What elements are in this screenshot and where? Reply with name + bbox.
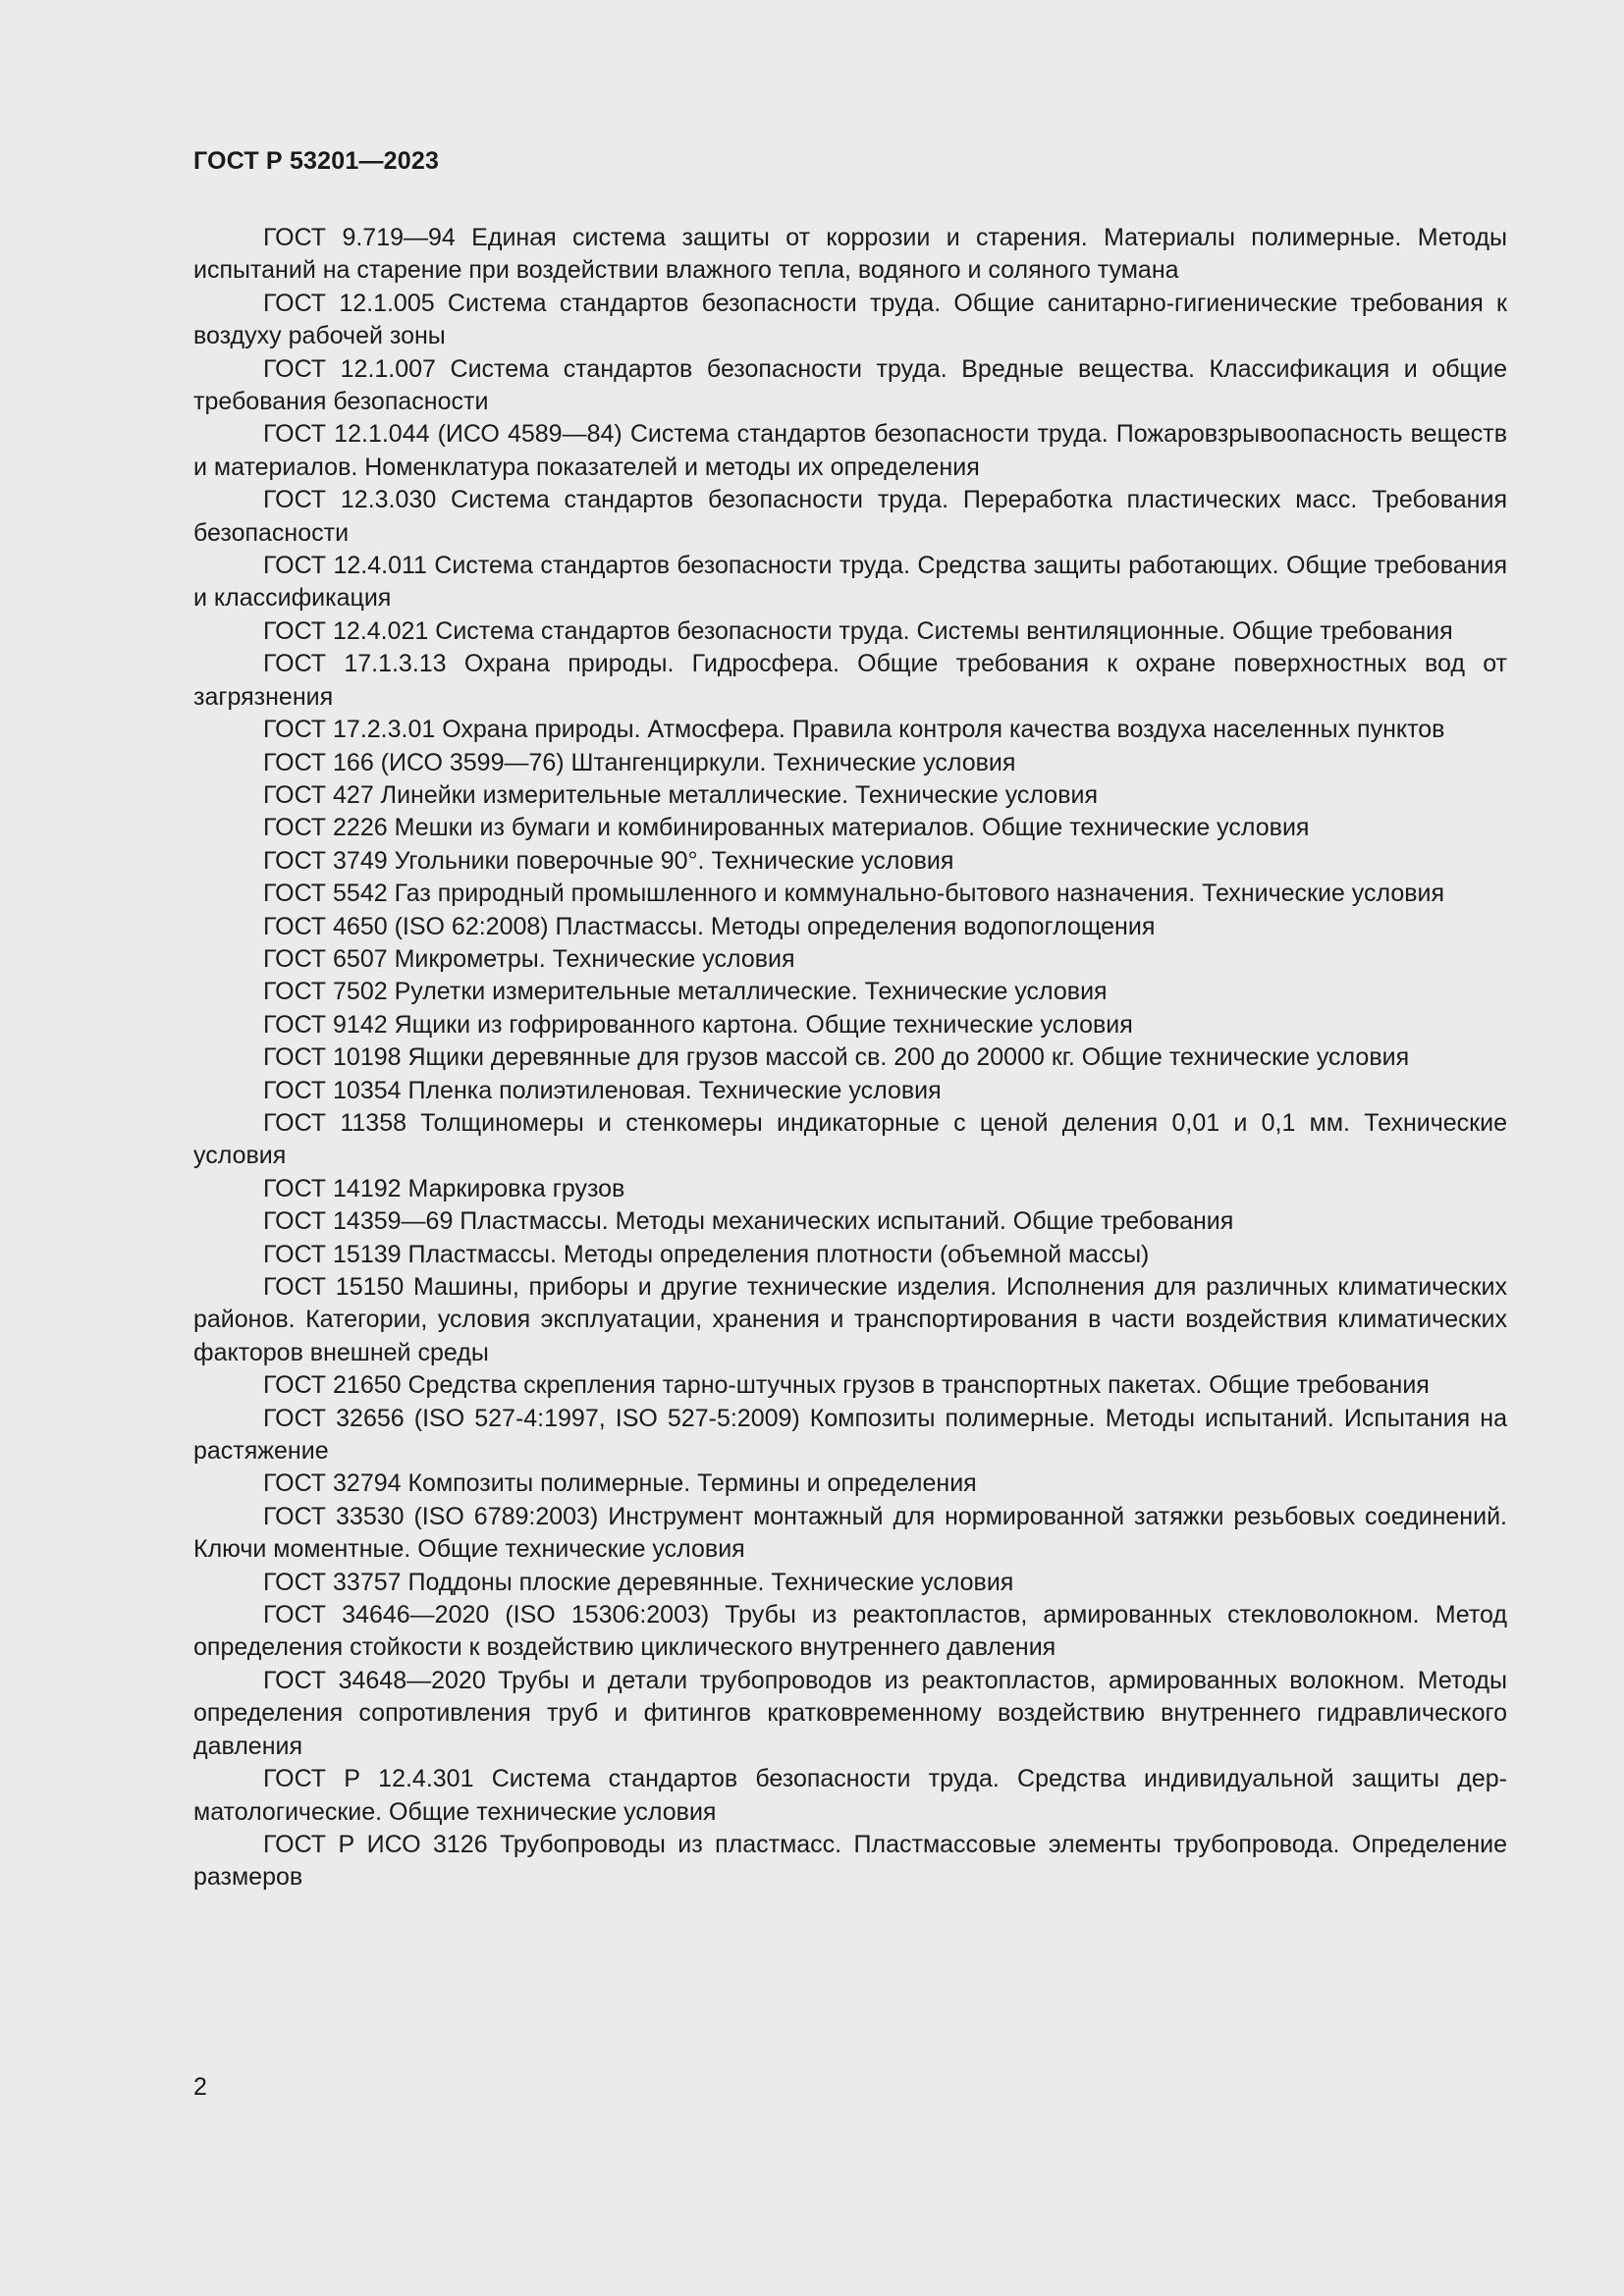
reference-item: ГОСТ 12.1.005 Система стандартов безопасности труда. Общие санитарно-гигиенические требования к воздуху рабочей зоны [193,289,1507,350]
reference-item: ГОСТ 10354 Пленка полиэтиленовая. Технические условия [263,1076,942,1104]
reference-item: ГОСТ 15139 Пластмассы. Методы определения плотности (объемной массы) [263,1240,1150,1268]
reference-item: ГОСТ 34648—2020 Трубы и детали трубопроводов из реактопластов, армированных волокном. Методы определения сопротивления труб и фитингов кратковременному воздействию внутреннего гидравлического давления [193,1666,1507,1760]
reference-item: ГОСТ 12.4.011 Система стандартов безопасности труда. Средства защиты работающих. Общие требования и классификация [193,552,1507,613]
reference-item: ГОСТ 33757 Поддоны плоские деревянные. Технические условия [263,1568,1014,1596]
reference-item: ГОСТ 17.1.3.13 Охрана природы. Гидросфера. Общие требования к охране поверхностных вод от загрязнения [193,650,1507,711]
reference-item: ГОСТ 12.3.030 Система стандартов безопасности труда. Переработка пластических масс. Требования безопасности [193,486,1507,547]
reference-item: ГОСТ 34646—2020 (ISO 15306:2003) Трубы из реактопластов, армированных стекловолокном. Метод определения стойкости к воздействию циклического внутреннего давления [193,1601,1507,1662]
reference-item: ГОСТ 32794 Композиты полимерные. Термины и определения [263,1469,977,1498]
reference-item: ГОСТ 6507 Микрометры. Технические условия [263,944,795,973]
reference-item: ГОСТ 12.4.021 Система стандартов безопасности труда. Системы вентиляционные. Общие требования [263,616,1453,645]
reference-item: ГОСТ 17.2.3.01 Охрана природы. Атмосфера. Правила контроля качества воздуха населенных пунктов [263,716,1445,744]
page-number: 2 [193,2073,207,2101]
reference-item: ГОСТ Р ИСО 3126 Трубопроводы из пластмасс. Пластмассовые элементы трубопровода. Определение размеров [193,1830,1507,1892]
reference-item: ГОСТ 7502 Рулетки измерительные металлические. Технические условия [263,978,1108,1006]
reference-item: ГОСТ 4650 (ISO 62:2008) Пластмассы. Методы определения водопоглощения [263,912,1156,940]
reference-item: ГОСТ 9.719—94 Единая система защиты от коррозии и старения. Материалы полимерные. Методы испытаний на старение при воздействии влажного тепла, водяного и соляного тумана [193,224,1507,285]
reference-item: ГОСТ 15150 Машины, приборы и другие технические изделия. Исполнения для различных климатических районов. Категории, условия эксплуатации, хранения и транспортирования в части воздействия климатических факторов внешней среды [193,1273,1507,1366]
reference-item: ГОСТ 12.1.044 (ИСО 4589—84) Система стандартов безопасности труда. Пожаровзрывоопасность веществ и материалов. Номенклатура показателей и методы их определения [193,420,1507,481]
reference-item: ГОСТ Р 12.4.301 Система стандартов безопасности труда. Средства индивидуальной защиты дерматологические. Общие технические условия [193,1765,1507,1826]
reference-item: ГОСТ 2226 Мешки из бумаги и комбинированных материалов. Общие технические условия [263,814,1310,842]
reference-item: ГОСТ 32656 (ISO 527-4:1997, ISO 527-5:2009) Композиты полимерные. Методы испытаний. Испытания на растяжение [193,1404,1507,1466]
reference-item: ГОСТ 21650 Средства скрепления тарно-штучных грузов в транспортных пакетах. Общие требования [263,1371,1430,1400]
reference-item: ГОСТ 427 Линейки измерительные металлические. Технические условия [263,780,1098,809]
reference-item: ГОСТ 12.1.007 Система стандартов безопасности труда. Вредные вещества. Классификация и общие требования безопасности [193,354,1507,416]
reference-item: ГОСТ 33530 (ISO 6789:2003) Инструмент монтажный для нормированной затяжки резьбовых соединений. Ключи моментные. Общие технические условия [193,1502,1507,1564]
reference-item: ГОСТ 14192 Маркировка грузов [263,1174,625,1202]
reference-item: ГОСТ 3749 Угольники поверочные 90°. Технические условия [263,846,954,875]
reference-item: ГОСТ 11358 Толщиномеры и стенкомеры индикаторные с ценой деления 0,01 и 0,1 мм. Технические условия [193,1108,1507,1170]
reference-item: ГОСТ 10198 Ящики деревянные для грузов массой св. 200 до 20000 кг. Общие технические условия [263,1043,1410,1072]
reference-item: ГОСТ 9142 Ящики из гофрированного картона. Общие технические условия [263,1010,1133,1039]
normative-references-list [193,222,1507,1895]
reference-item: ГОСТ 14359—69 Пластмассы. Методы механических испытаний. Общие требования [263,1207,1234,1236]
reference-item: ГОСТ 5542 Газ природный промышленного и коммунально-бытового назначения. Технические условия [263,880,1445,908]
document-header: ГОСТ Р 53201—2023 [193,147,440,175]
reference-item: ГОСТ 166 (ИСО 3599—76) Штангенциркули. Технические условия [263,748,1016,776]
